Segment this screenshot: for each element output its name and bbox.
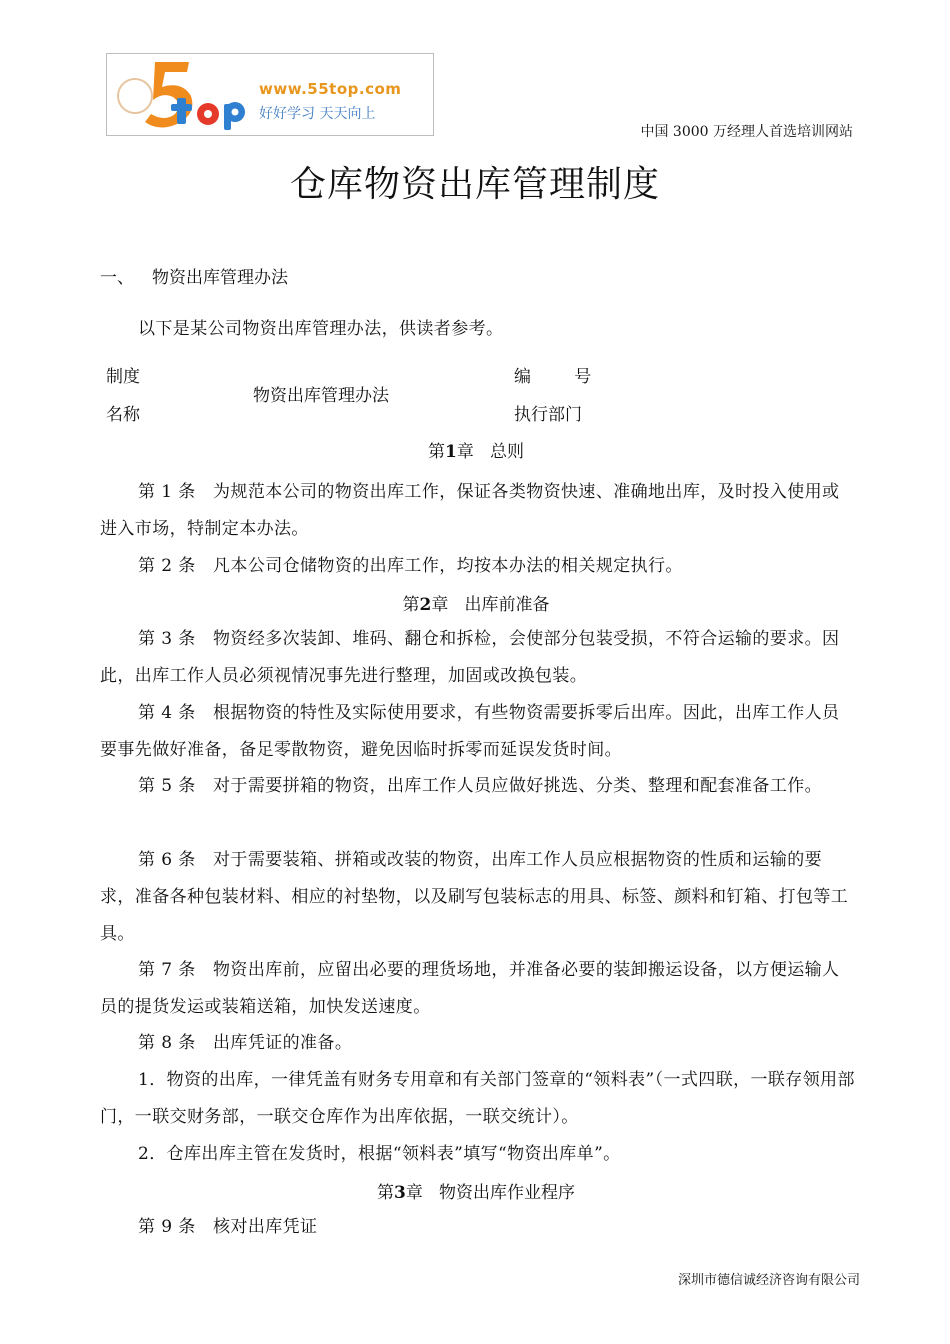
table-label-name-1: 制度 — [106, 367, 140, 387]
page-title: 仓库物资出库管理制度 — [289, 164, 660, 205]
section-heading: 物资出库管理办法 — [152, 268, 288, 288]
article-1: 第 1 条 为规范本公司的物资出库工作，保证各类物资快速、准确地出库，及时投入使用或进入市场，特制定本办法。 — [100, 482, 840, 539]
chapter-heading: 第2章 出库前准备 — [402, 595, 550, 615]
footer-company: 深圳市德信诚经济咨询有限公司 — [677, 1273, 860, 1288]
logo — [106, 53, 434, 136]
article-6: 第 6 条 对于需要装箱、拼箱或改装的物资，出库工作人员应根据物资的性质和运输的要求，准备各种包装材料、相应的衬垫物，以及刷写包装标志的用具、标签、颜料和钉箱、打包等工具。 — [100, 850, 849, 944]
article-9: 第 9 条 核对出库凭证 — [138, 1217, 318, 1237]
article-8-item-1: 1．物资的出库，一律凭盖有财务专用章和有关部门签章的“领料表”（一式四联，一联存领用部门，一联交财务部，一联交仓库作为出库依据，一联交统计）。 — [100, 1070, 855, 1127]
article-8-item-2: 2．仓库出库主管在发货时，根据“领料表”填写“物资出库单”。 — [138, 1144, 621, 1164]
section-number: 一、 — [100, 268, 134, 288]
chapter-heading: 第3章 物资出库作业程序 — [376, 1183, 576, 1203]
logo-mark-icon — [107, 54, 257, 135]
table-value-name: 物资出库管理办法 — [253, 386, 389, 406]
intro-text: 以下是某公司物资出库管理办法，供读者参考。 — [138, 319, 504, 339]
table-label-dept: 执行部门 — [514, 405, 582, 425]
logo-url: www.55top.com — [259, 80, 402, 98]
article-5: 第 5 条 对于需要拼箱的物资，出库工作人员应做好挑选、分类、整理和配套准备工作。 — [138, 776, 823, 796]
article-8: 第 8 条 出库凭证的准备。 — [138, 1033, 353, 1053]
logo-slogan: 好好学习 天天向上 — [259, 106, 376, 122]
article-2: 第 2 条 凡本公司仓储物资的出库工作，均按本办法的相关规定执行。 — [138, 556, 683, 576]
chapter-heading: 第1章 总则 — [427, 442, 525, 462]
header-tagline: 中国 3000 万经理人首选培训网站 — [640, 124, 853, 140]
article-7: 第 7 条 物资出库前，应留出必要的理货场地，并准备必要的装卸搬运设备，以方便运输人员的提货发运或装箱送箱，加快发送速度。 — [100, 960, 840, 1017]
table-label-code: 编 号 — [514, 367, 592, 387]
table-label-name-2: 名称 — [106, 405, 140, 425]
article-3: 第 3 条 物资经多次装卸、堆码、翻仓和拆检，会使部分包装受损，不符合运输的要求。因此，出库工作人员必须视情况事先进行整理，加固或改换包装。 — [100, 629, 840, 686]
article-4: 第 4 条 根据物资的特性及实际使用要求，有些物资需要拆零后出库。因此，出库工作人员要事先做好准备，备足零散物资，避免因临时拆零而延误发货时间。 — [100, 703, 840, 760]
